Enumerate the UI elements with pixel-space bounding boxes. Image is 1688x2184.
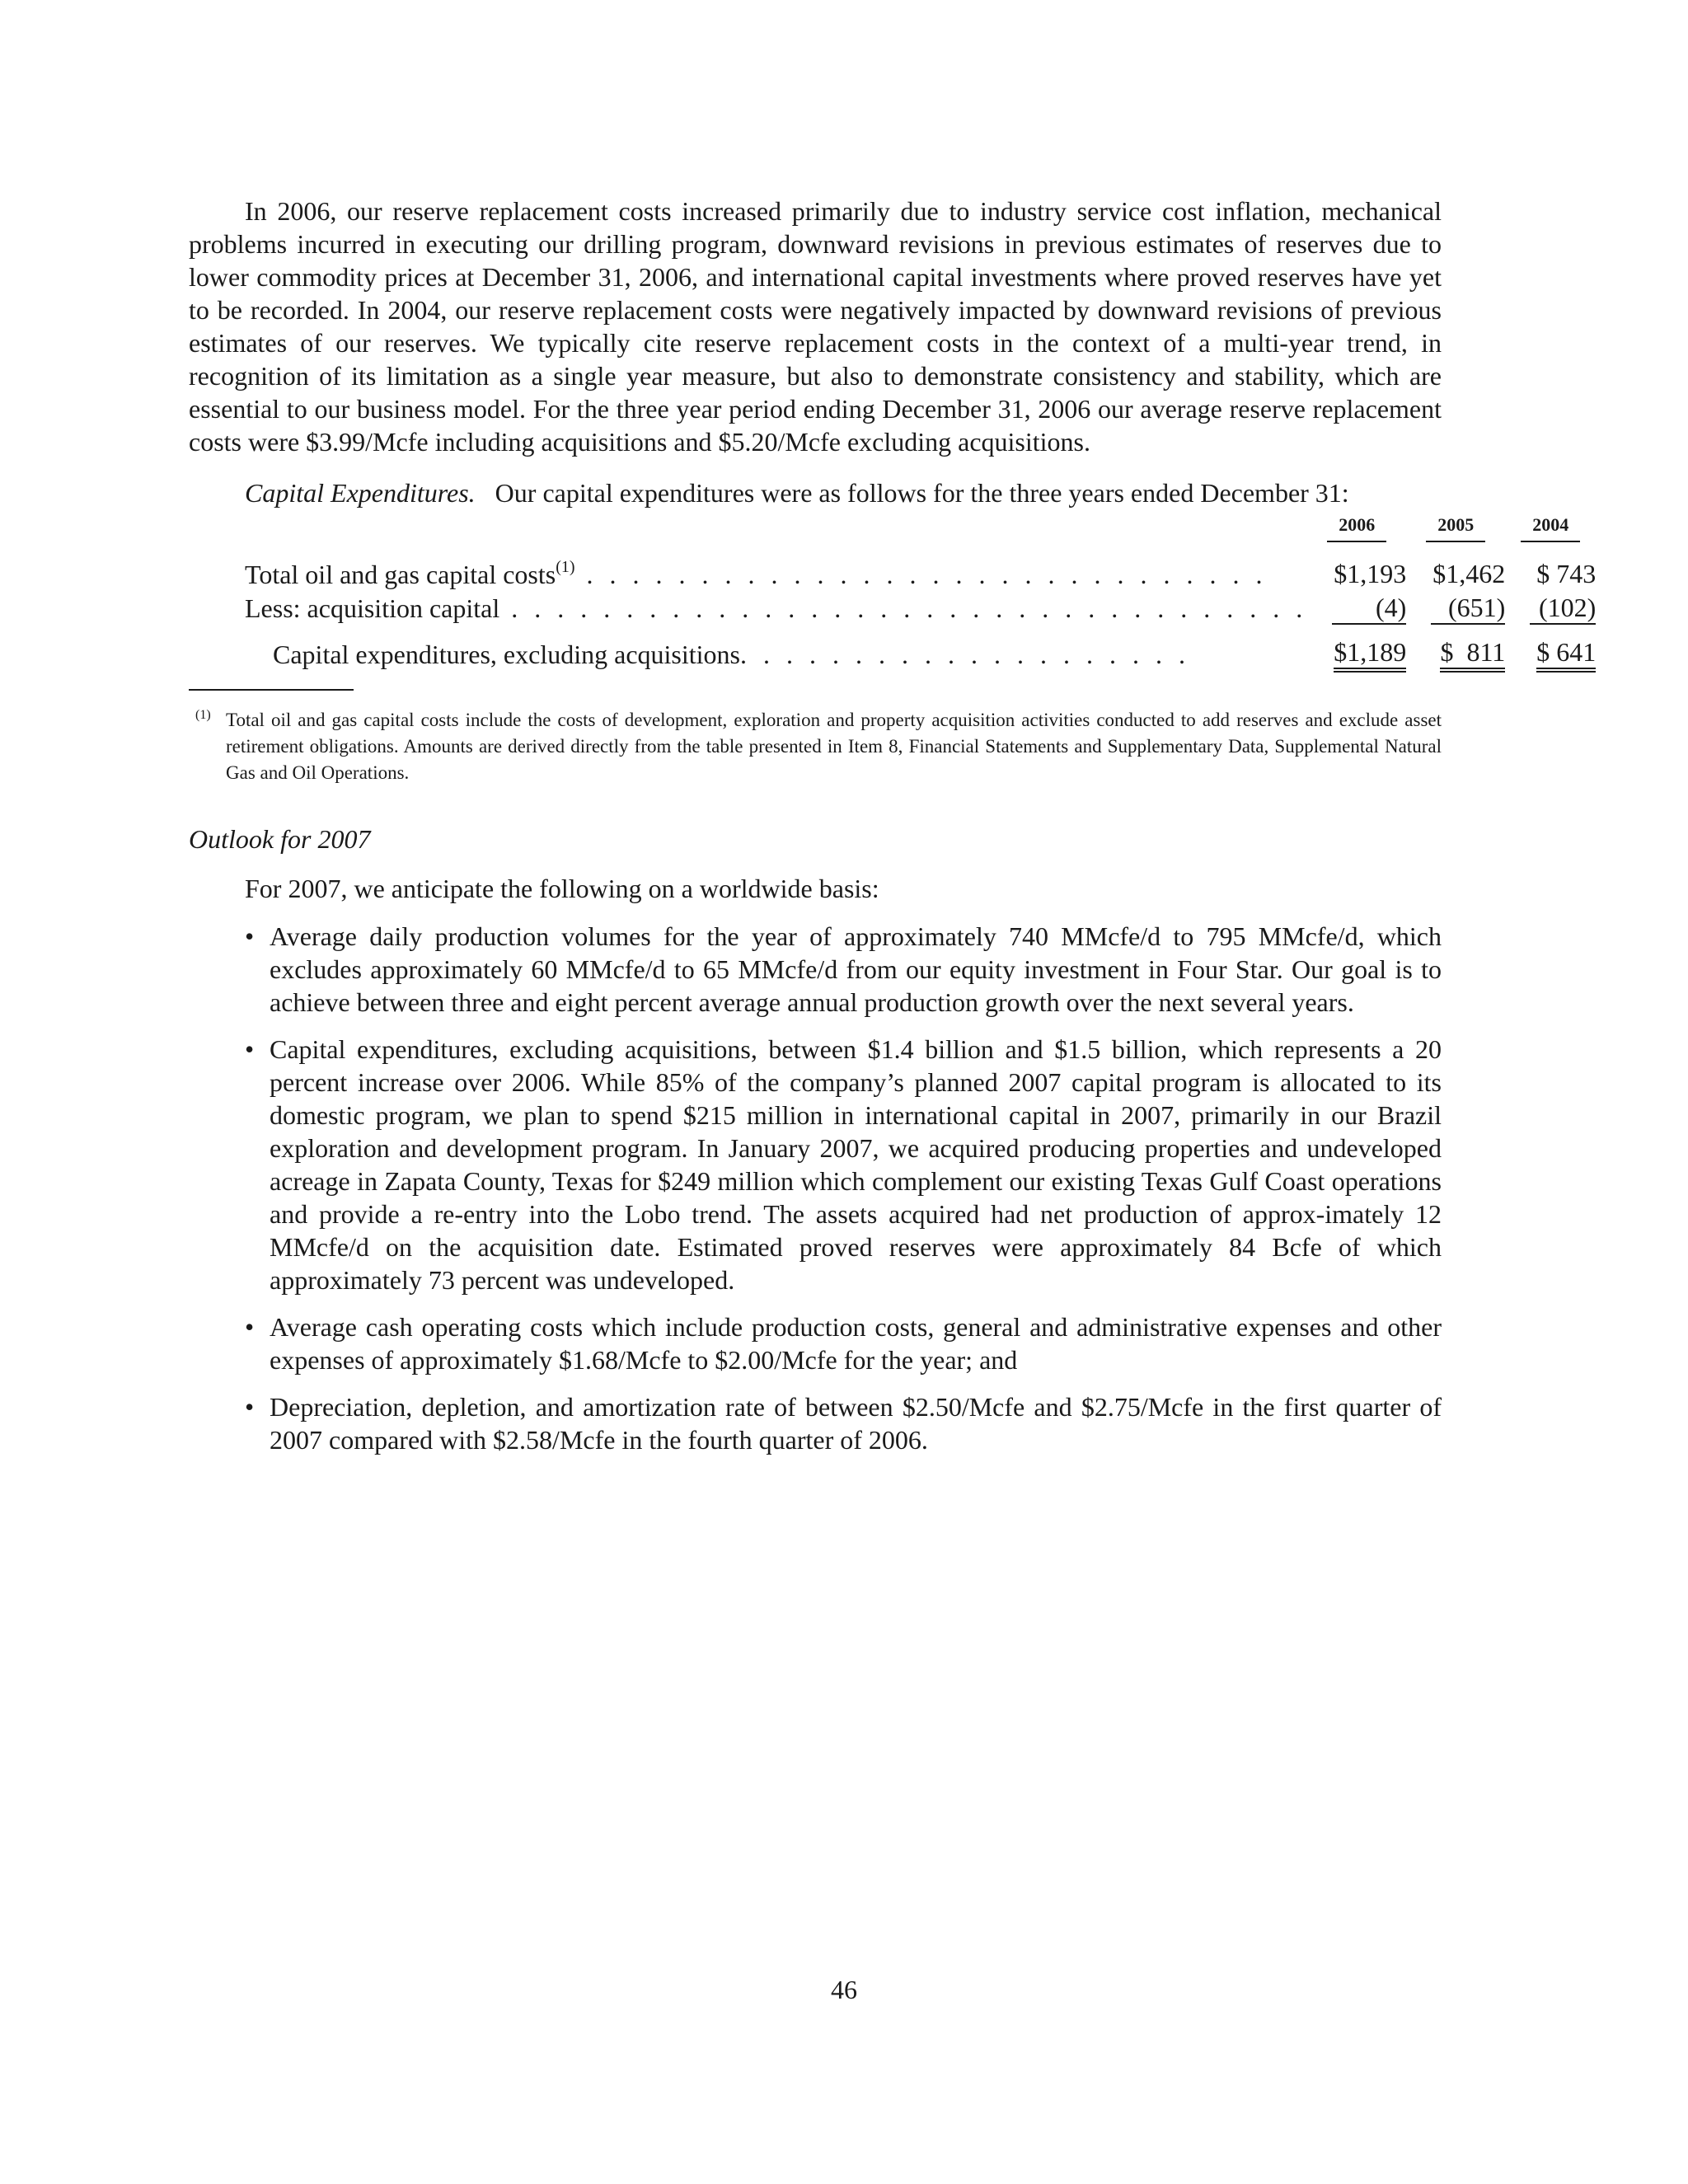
capex-intro — [189, 476, 1442, 509]
footnote-text: Total oil and gas capital costs include the costs of development, exploration and property acquisition activities conducted to add reserves and exclude asset retirement obligations. Amounts are derived directly from the table presented in Item 8, Financial Statements and Supplementary Data, Supplemental Natural Gas and Oil Operations. — [226, 710, 1442, 783]
table-cell: $1,462 — [1432, 558, 1506, 588]
bullet-icon: • — [245, 1034, 255, 1064]
outlook-list — [189, 920, 1442, 1456]
table-cell: $ 811 — [1406, 626, 1505, 673]
reserve-replacement-paragraph: In 2006, our reserve replacement costs increased primarily due to industry service cost inflation, mechanical problems incurred in executing our drilling program, downward revisions in previous estimates of reserves due to lower commodity prices at December 31, 2006, and international capital investments where proved reserves have yet to be recorded. In 2004, our reserve replacement costs were negatively impacted by downward revisions of previous estimates of our reserves. We typically cite reserve replacement costs in the context of a multi-year trend, in recognition of its limitation as a single year measure, but also to demonstrate consistency and stability, which are essential to our business model. For the three year period ending December 31, 2006 our average reserve replacement costs were $3.99/Mcfe including acquisitions and $5.20/Mcfe excluding acquisitions. — [189, 196, 1442, 457]
outlook-intro: For 2007, we anticipate the following on a worldwide basis: — [245, 874, 879, 903]
row-label: Less: acquisition capital . . . . . . . . . . . . . . . . . . . . . . . . . . . . . . . . . . . — [245, 593, 1308, 623]
table-cell: (651) — [1406, 590, 1505, 626]
capex-intro-text: Our capital expenditures were as follows for the three years ended December 31: — [495, 478, 1349, 508]
footnote-divider — [189, 689, 354, 691]
bullet-icon: • — [245, 921, 255, 951]
row-label: Capital expenditures, excluding acquisitions. . . . . . . . . . . . . . . . . . . . — [273, 639, 1190, 669]
page-content — [189, 194, 1597, 1470]
table-cell: (102) — [1505, 590, 1596, 626]
page-number: 46 — [831, 1975, 857, 2004]
list-item: • Capital expenditures, excluding acquisitions, between $1.4 billion and $1.5 billion, which represents a 20 percent increase over 2006. While 85% of the company’s planned 2007 capital program is allocated to its domestic program, we plan to spend $215 million in international capital in 2007, primarily in our Brazil exploration and development program. In January 2007, we acquired producing properties and undeveloped acreage in Zapata County, Texas for $249 million which complement our existing Texas Gulf Coast operations and provide a re-entry into the Lobo trend. The assets acquired had net production of approx-imately 12 MMcfe/d on the acquisition date. Estimated proved reserves were approximately 84 Bcfe of which approximately 73 percent was undeveloped. — [245, 1034, 1442, 1295]
year-header-2004: 2004 — [1505, 514, 1596, 546]
bullet-icon: • — [245, 1392, 255, 1422]
outlook-heading: Outlook for 2007 — [189, 824, 371, 854]
capex-header-row — [245, 514, 1596, 546]
table-row — [245, 626, 1596, 673]
bullet-icon: • — [245, 1312, 255, 1342]
table-cell: $ 641 — [1505, 626, 1596, 673]
table-cell: $1,193 — [1334, 558, 1407, 588]
table-cell: $1,189 — [1307, 626, 1406, 673]
table-cell: (4) — [1307, 590, 1406, 626]
table-row — [245, 546, 1596, 590]
capex-heading: Capital Expenditures. — [245, 478, 476, 508]
table-row — [245, 590, 1596, 626]
footnote — [189, 707, 1442, 786]
list-item: • Average daily production volumes for the year of approximately 740 MMcfe/d to 795 MMcfe/d, which excludes approximately 60 MMcfe/d to 65 MMcfe/d from our equity investment in Four Star. Our goal is to achieve between three and eight percent average annual production growth over the next several years. — [245, 921, 1442, 1017]
year-header-2005: 2005 — [1406, 514, 1505, 546]
list-item: • Average cash operating costs which include production costs, general and administrative expenses and other expenses of approximately $1.68/Mcfe to $2.00/Mcfe for the year; and — [245, 1312, 1442, 1375]
table-cell: $ 743 — [1536, 558, 1597, 588]
list-item: • Depreciation, depletion, and amortization rate of between $2.50/Mcfe and $2.75/Mcfe in the first quarter of 2007 compared with $2.58/Mcfe in the fourth quarter of 2006. — [245, 1392, 1442, 1455]
year-header-2006: 2006 — [1307, 514, 1406, 546]
row-label: Total oil and gas capital costs$^{(1)}$ . . . . . . . . . . . . . . . . . . . . . . . . . . . . . . — [245, 557, 1268, 589]
footnote-marker: (1) — [195, 708, 211, 722]
capex-table — [245, 514, 1596, 673]
